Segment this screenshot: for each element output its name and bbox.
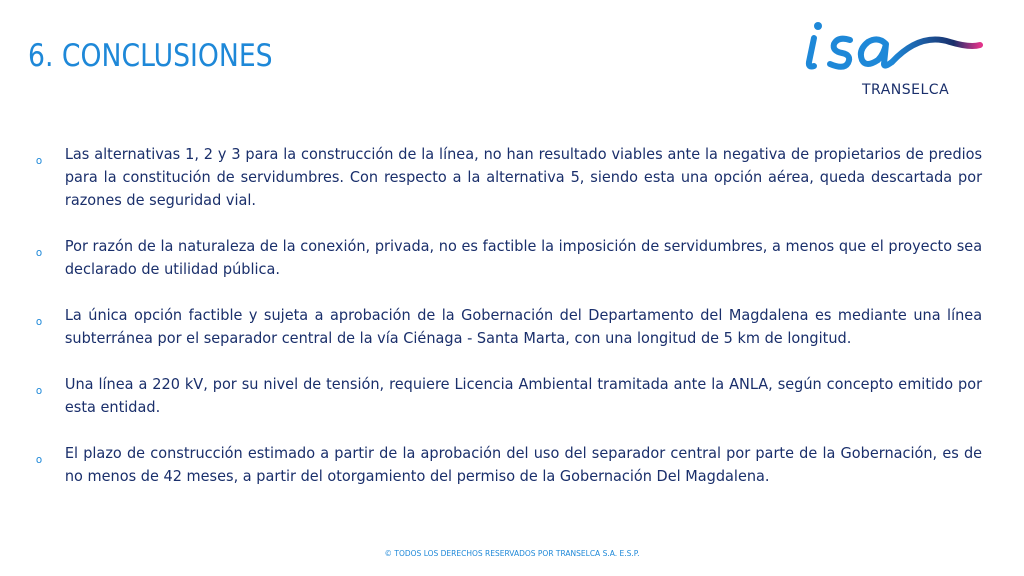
hollow-circle-bullet-icon: o — [35, 384, 43, 397]
list-item-text: Una línea a 220 kV, por su nivel de tensión, requiere Licencia Ambiental tramitada ante la ANLA, según concepto emitido por esta entidad. — [64, 375, 983, 416]
list-item — [34, 442, 982, 488]
isa-logo-icon — [800, 18, 990, 88]
copyright-footer: © TODOS LOS DERECHOS RESERVADOS POR TRANSELCA S.A. E.S.P. — [384, 549, 640, 558]
hollow-circle-bullet-icon: o — [35, 315, 43, 328]
list-item-text: Por razón de la naturaleza de la conexión, privada, no es factible la imposición de servidumbres, a menos que el proyecto sea declarado de utilidad pública. — [64, 237, 983, 278]
list-item — [34, 304, 982, 350]
logo-subtitle: TRANSELCA — [862, 82, 950, 98]
isa-transelca-logo — [800, 18, 990, 108]
list-item — [34, 235, 982, 281]
list-item-text: Las alternativas 1, 2 y 3 para la construcción de la línea, no han resultado viables ante la negativa de propietarios de predios para la constitución de servidumbres. Con respecto a la alternativa 5, siendo esta una opción aérea, queda descartada por razones de seguridad vial. — [64, 145, 983, 209]
list-item — [34, 373, 982, 419]
list-item-text: La única opción factible y sujeta a aprobación de la Gobernación del Departamento del Magdalena es mediante una línea subterránea por el separador central de la vía Ciénaga - Santa Marta, con una longitud de 5 km de longitud. — [64, 306, 983, 347]
page-title: 6. CONCLUSIONES — [28, 38, 273, 74]
list-item-text: El plazo de construcción estimado a partir de la aprobación del uso del separador central por parte de la Gobernación, es de no menos de 42 meses, a partir del otorgamiento del permiso de la Gobernación Del Magdalena. — [64, 444, 983, 485]
hollow-circle-bullet-icon: o — [35, 154, 43, 167]
hollow-circle-bullet-icon: o — [35, 246, 43, 259]
conclusions-list — [34, 143, 982, 511]
hollow-circle-bullet-icon: o — [35, 453, 43, 466]
list-item — [34, 143, 982, 212]
